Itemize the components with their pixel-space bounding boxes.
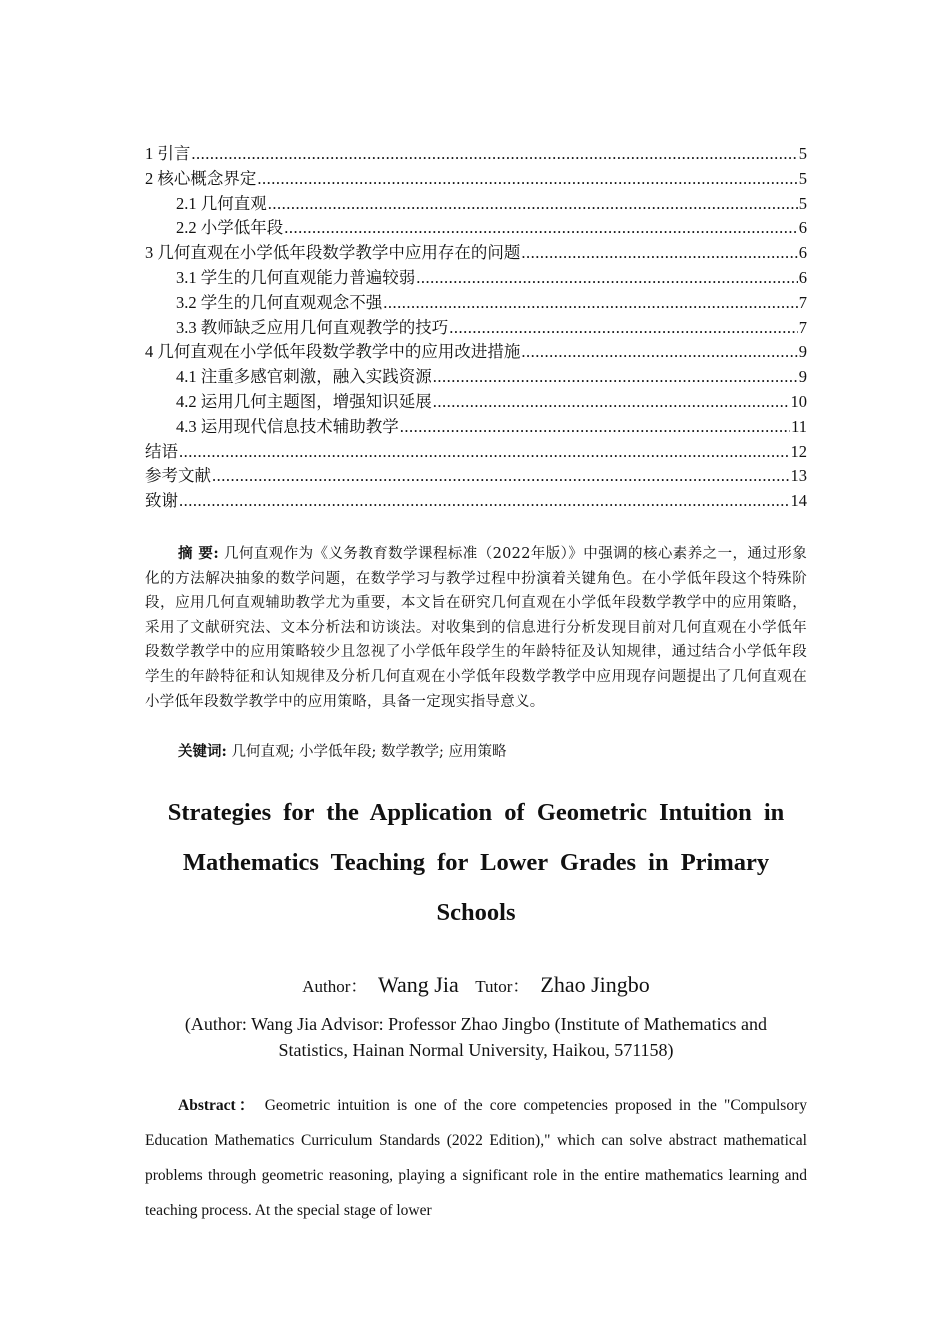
toc-entry-title: 4.1 注重多感官刺激，融入实践资源 [176,367,432,387]
toc-entry-title: 4 几何直观在小学低年段数学教学中的应用改进措施 [145,342,521,362]
author-line [145,972,807,998]
toc-entry[interactable] [145,440,807,465]
toc-entry-title: 4.3 运用现代信息技术辅助教学 [176,416,399,436]
toc-leader-dots [433,390,790,415]
english-title: Strategies for the Application of Geometric Intuition in Mathematics Teaching for Lower Grades in Primary Schools [167,799,785,926]
toc-entry-page: 13 [790,466,807,486]
toc-entry-title: 3.1 学生的几何直观能力普遍较弱 [176,267,416,287]
toc-leader-dots [400,415,790,440]
toc-entry[interactable] [145,142,807,167]
table-of-contents [145,142,807,514]
toc-leader-dots [383,291,798,316]
toc-entry[interactable] [145,241,807,266]
toc-leader-dots [416,266,798,291]
toc-entry[interactable] [145,266,807,291]
toc-entry-page: 7 [798,292,807,312]
toc-leader-dots [268,192,798,217]
abstract-cn-label: 摘 要: [178,545,219,562]
toc-entry-title: 4.2 运用几何主题图，增强知识延展 [176,391,432,411]
english-abstract [145,1088,807,1228]
toc-entry-title: 结语 [145,441,178,461]
tutor-name: Zhao Jingbo [540,972,650,997]
toc-entry-title: 2.2 小学低年段 [176,218,284,238]
keywords-text: 几何直观; 小学低年段; 数学教学; 应用策略 [231,744,507,760]
toc-entry-page: 9 [798,342,807,362]
toc-entry-page: 9 [798,367,807,387]
affiliation: (Author: Wang Jia Advisor: Professor Zhao Jingbo (Institute of Mathematics and Statistics, Hainan Normal University, Haikou, 571158) [184,1014,768,1060]
toc-leader-dots [257,167,797,192]
toc-entry-page: 5 [798,168,807,188]
toc-leader-dots [449,316,798,341]
toc-entry[interactable] [145,167,807,192]
toc-entry-title: 1 引言 [145,144,191,163]
tutor-label: Tutor： [475,977,530,996]
toc-leader-dots [521,340,797,365]
toc-leader-dots [433,365,798,390]
toc-entry[interactable] [145,192,807,217]
author-label: Author： [302,977,368,996]
toc-leader-dots [179,489,790,514]
toc-entry-title: 3.3 教师缺乏应用几何直观教学的技巧 [176,317,449,337]
keywords-label: 关键词: [178,743,227,760]
abstract-cn-text: 几何直观作为《义务教育数学课程标准（2022年版）》中强调的核心素养之一，通过形象化的方法解决抽象的数学问题，在数学学习与教学过程中扮演着关键角色。在小学低年段这个特殊阶段，应用几何直观辅助教学尤为重要，本文旨在研究几何直观在小学低年段数学教学中的应用策略，采用了文献研究法、文本分析法和访谈法。对收集到的信息进行分析发现目前对几何直观在小学低年段数学教学中的应用策略较少且忽视了小学低年段学生的年龄特征及认知规律，通过结合小学低年段学生的年龄特征和认知规律及分析几何直观在小学低年段数学教学中应用现存问题提出了几何直观在小学低年段数学教学中的应用策略，具备一定现实指导意义。 [145,546,807,710]
toc-entry-page: 6 [798,218,807,238]
toc-entry[interactable] [145,464,807,489]
toc-entry-page: 14 [790,491,807,511]
toc-entry[interactable] [145,216,807,241]
chinese-abstract [145,542,807,714]
toc-entry-page: 6 [798,243,807,263]
keywords [178,740,506,764]
toc-entry-page: 7 [798,317,807,337]
toc-entry[interactable] [145,291,807,316]
abstract-en-text: Geometric intuition is one of the core competencies proposed in the "Compulsory Education Mathematics Curriculum Standards (2022 Edition)," which can solve abstract mathematical problems through geometric reasoning, playing a significant role in the entire mathematics learning and teaching process. At the special stage of lower [145,1097,807,1219]
toc-entry[interactable] [145,316,807,341]
toc-leader-dots [212,464,790,489]
toc-leader-dots [284,216,798,241]
toc-entry[interactable] [145,340,807,365]
toc-entry[interactable] [145,365,807,390]
toc-entry-title: 3.2 学生的几何直观观念不强 [176,292,383,312]
toc-entry-page: 5 [798,193,807,213]
toc-entry-page: 10 [790,391,807,411]
toc-entry-page: 12 [790,441,807,461]
toc-leader-dots [179,440,790,465]
toc-entry[interactable] [145,489,807,514]
toc-entry-title: 致谢 [145,491,178,511]
toc-leader-dots [191,142,797,167]
toc-entry-title: 2 核心概念界定 [145,168,257,188]
abstract-en-label: Abstract： [178,1097,258,1114]
toc-entry-page: 6 [798,267,807,287]
toc-entry-title: 3 几何直观在小学低年段数学教学中应用存在的问题 [145,243,521,263]
toc-entry-page: 5 [798,144,807,163]
author-name: Wang Jia [378,972,459,997]
toc-entry[interactable] [145,390,807,415]
toc-leader-dots [521,241,797,266]
toc-entry-title: 参考文献 [145,466,211,486]
toc-entry-title: 2.1 几何直观 [176,193,267,213]
toc-entry[interactable] [145,415,807,440]
toc-entry-page: 11 [791,416,807,436]
